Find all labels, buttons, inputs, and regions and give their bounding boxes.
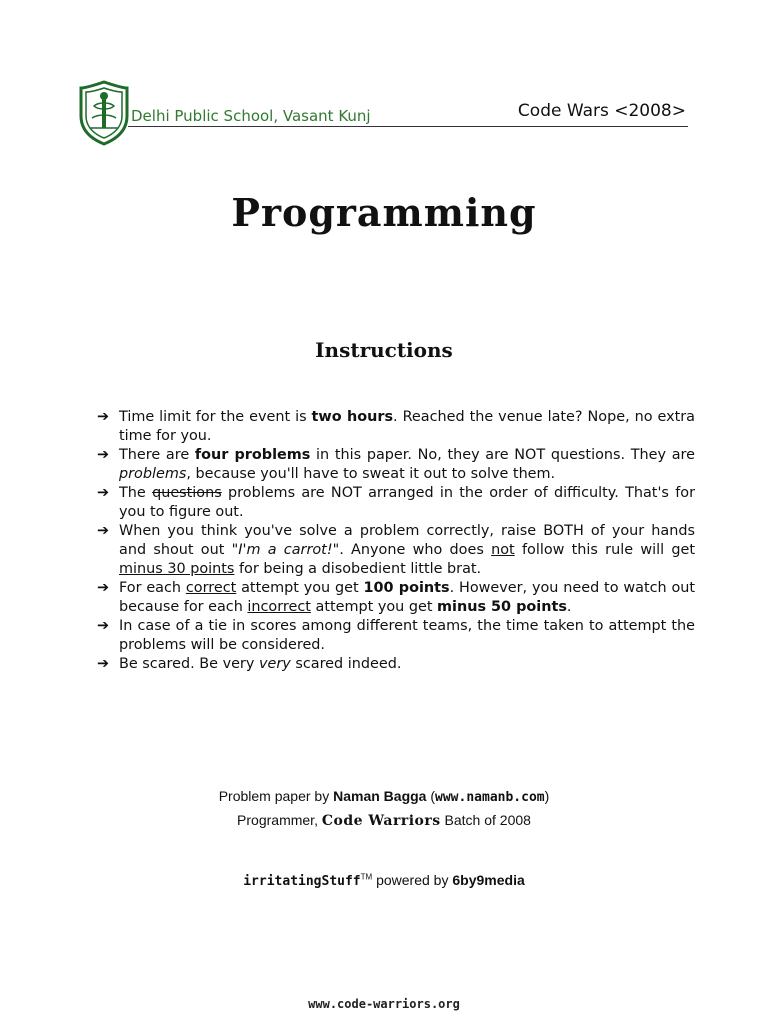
author-name: Naman Bagga	[333, 788, 427, 804]
arrow-right-icon: ➔	[97, 618, 110, 634]
instruction-item: ➔ When you think you've solve a problem correctly, raise BOTH of your hands and shout out "I'm a carrot!". Anyone who does not follow this rule will get minus 30 points for being a disobedient little brat.	[97, 523, 695, 577]
instruction-item: ➔ The questions problems are NOT arranged in the order of difficulty. That's for you to figure out.	[97, 485, 695, 520]
footer-url: www.code-warriors.org	[308, 997, 460, 1011]
powered-by-line: irritatingStuff™ powered by 6by9media	[243, 872, 525, 889]
instruction-item: ➔ Be scared. Be very very scared indeed.	[97, 656, 402, 672]
company-name: 6by9media	[452, 872, 525, 888]
header-rule	[128, 126, 688, 127]
arrow-right-icon: ➔	[97, 523, 110, 539]
instruction-item: ➔ Time limit for the event is two hours. Reached the venue late? Nope, no extra time for you.	[97, 409, 695, 444]
instruction-item: ➔ In case of a tie in scores among different teams, the time taken to attempt the problems will be considered.	[97, 618, 695, 653]
arrow-right-icon: ➔	[97, 580, 110, 596]
school-name: Delhi Public School, Vasant Kunj	[131, 107, 371, 125]
credits-line-1: Problem paper by Naman Bagga (www.namanb.com)	[218, 788, 550, 805]
page-title: Programming	[231, 190, 537, 235]
arrow-right-icon: ➔	[97, 447, 110, 463]
author-url: www.namanb.com	[435, 790, 545, 805]
school-crest-icon	[78, 80, 130, 146]
credits-line-2: Programmer, Code Warriors Batch of 2008	[237, 812, 531, 829]
instruction-item: ➔ There are four problems in this paper. No, they are NOT questions. They are problems, because you'll have to sweat it out to solve them.	[97, 447, 696, 482]
instruction-item: ➔ For each correct attempt you get 100 points. However, you need to watch out because for each incorrect attempt you get minus 50 points.	[97, 580, 696, 615]
event-name: Code Wars <2008>	[517, 101, 686, 121]
team-name: Code Warriors	[321, 813, 441, 829]
section-title: Instructions	[315, 338, 453, 362]
arrow-right-icon: ➔	[97, 485, 110, 501]
arrow-right-icon: ➔	[97, 656, 110, 672]
arrow-right-icon: ➔	[97, 409, 110, 425]
instructions-list	[97, 408, 695, 674]
product-name: irritatingStuff	[243, 874, 361, 889]
